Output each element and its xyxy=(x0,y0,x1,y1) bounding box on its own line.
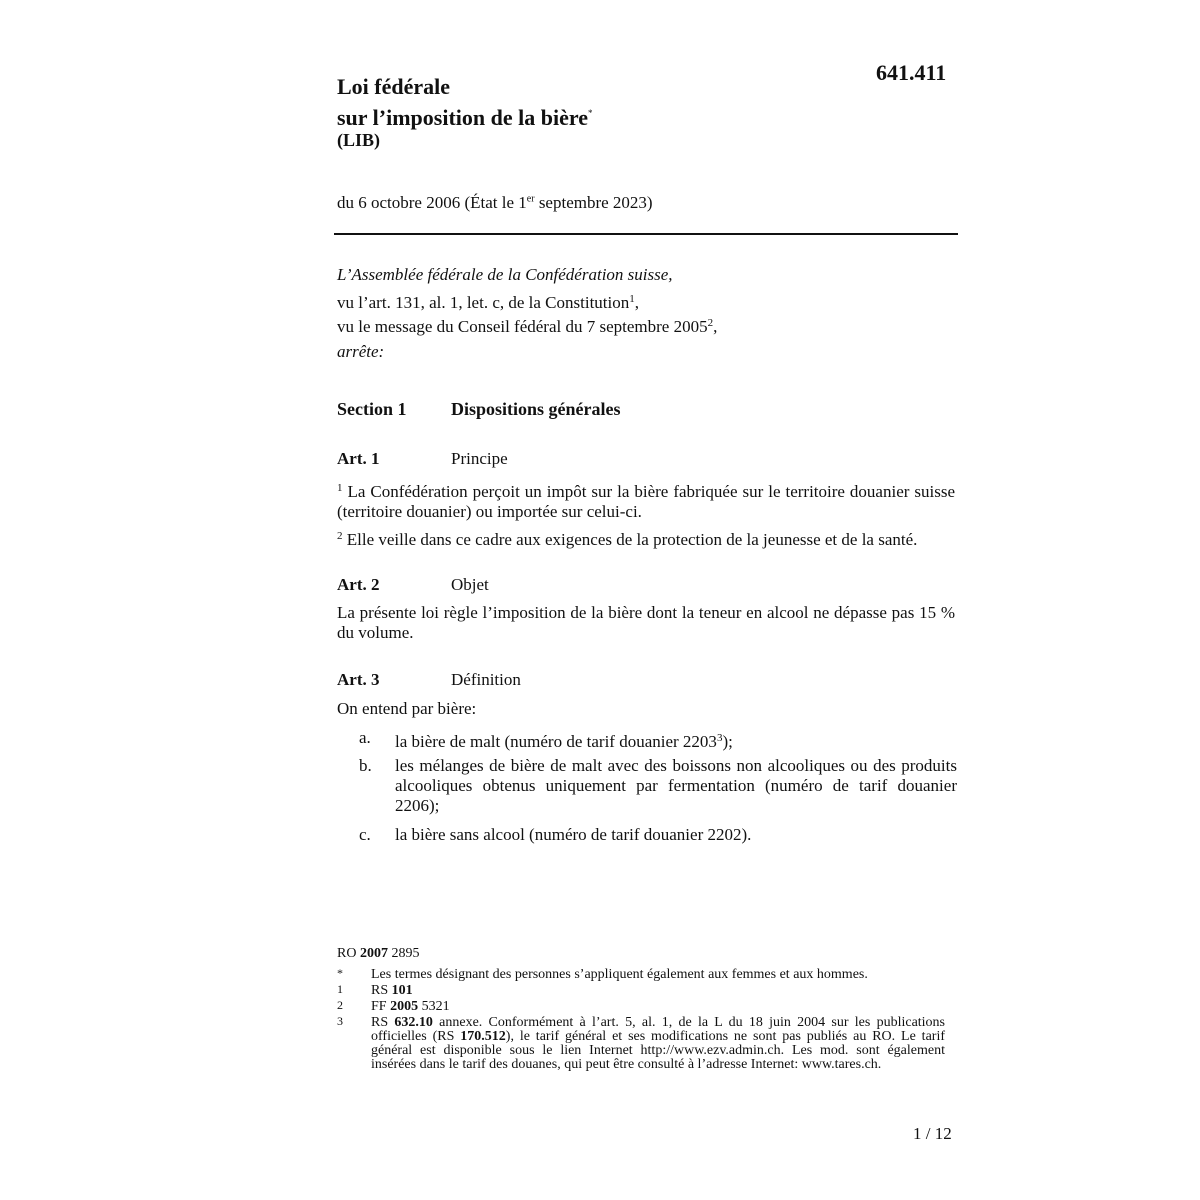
preamble-constitution-text: vu l’art. 131, al. 1, let. c, de la Constitution xyxy=(337,293,630,312)
footnote-2-mark: 2 xyxy=(337,998,343,1012)
footnote-3-bold: 632.10 xyxy=(394,1015,433,1030)
art-1-al-2-text: Elle veille dans ce cadre aux exigences de la protection de la jeunesse et de la santé. xyxy=(342,530,918,549)
preamble-message xyxy=(337,313,957,337)
footnote-1-mark: 1 xyxy=(337,982,343,996)
ro-year: 2007 xyxy=(359,946,388,961)
art-3-item-b-letter: b. xyxy=(359,756,372,775)
art-3-item-c: la bière sans alcool (numéro de tarif douanier 2202). xyxy=(395,825,752,844)
footnote-star-text: Les termes désignant des personnes s’appliquent également aux femmes et aux hommes. xyxy=(371,967,868,982)
preamble-constitution-end: , xyxy=(634,293,640,312)
art-3-number: Art. 3 xyxy=(337,670,380,689)
art-1-paragraph-1 xyxy=(337,478,955,522)
footnote-ref-1[interactable]: 1 xyxy=(629,293,635,305)
preamble-message-text: vu le message du Conseil fédéral du 7 septembre 2005 xyxy=(337,317,708,336)
law-title xyxy=(337,74,592,131)
date-suffix: septembre 2023) xyxy=(534,193,653,212)
art-1-heading xyxy=(337,449,508,469)
footnote-ref-2[interactable]: 2 xyxy=(707,317,714,329)
art-1-title: Principe xyxy=(451,449,508,468)
footnote-1-bold: 101 xyxy=(391,983,413,998)
footnote-3-pre: RS xyxy=(371,1015,395,1030)
footnote-2-post: 5321 xyxy=(418,999,450,1014)
art-3-item-a xyxy=(395,728,957,752)
footnote-3-post-2: ), le tarif général et ses modifications ne sont pas publiés au RO. Le tarif général est disponible sous le lien Internet http://www.ezv.admin.ch. Les mod. sont également insérées dans le tarif des douanes, qui peut être consulté à l’adresse Internet: www.tares.ch. xyxy=(371,1029,945,1072)
title-footnote-star[interactable]: * xyxy=(587,108,593,118)
art-3-item-c-letter: c. xyxy=(359,825,371,844)
ro-prefix: RO xyxy=(337,946,360,961)
preamble xyxy=(337,264,957,362)
footnote-1-text xyxy=(371,984,945,998)
footnote-2-pre: FF xyxy=(371,999,391,1014)
art-1-number: Art. 1 xyxy=(337,449,380,468)
preamble-assembly: L’Assemblée fédérale de la Confédération suisse, xyxy=(337,265,673,284)
rs-number: 641.411 xyxy=(876,60,947,85)
art-2-number: Art. 2 xyxy=(337,575,380,594)
art-3-item-b: les mélanges de bière de malt avec des boissons non alcooliques ou des produits alcooliques obtenus uniquement par fermentation (numéro de tarif douanier 2206); xyxy=(395,756,957,815)
date-line xyxy=(337,193,653,213)
footnote-3-bold-2: 170.512 xyxy=(460,1029,506,1044)
preamble-constitution xyxy=(337,289,957,313)
law-abbreviation: (LIB) xyxy=(337,130,381,150)
date-prefix: du 6 octobre 2006 (État le 1 xyxy=(337,193,527,212)
title-line-2 xyxy=(337,100,592,131)
preamble-decree: arrête: xyxy=(337,342,385,361)
header-divider xyxy=(334,233,958,235)
footnote-3-mark: 3 xyxy=(337,1014,343,1028)
page-number: 1 / 12 xyxy=(913,1124,952,1143)
section-title: Dispositions générales xyxy=(451,399,621,419)
preamble-message-end: , xyxy=(713,317,718,336)
art-3-item-a-letter: a. xyxy=(359,728,371,747)
art-1-al-2-number: 2 xyxy=(337,530,343,542)
art-1-al-1-text: La Confédération perçoit un impôt sur la bière fabriquée sur le territoire douanier suisse (territoire douanier) ou importée sur celui-ci. xyxy=(337,482,955,521)
art-3-item-a-end: ); xyxy=(722,732,733,751)
art-3-heading xyxy=(337,670,521,690)
art-2-heading xyxy=(337,575,489,595)
art-3-title: Définition xyxy=(451,670,521,689)
art-2-title: Objet xyxy=(451,575,489,594)
footnote-2-bold: 2005 xyxy=(390,999,419,1014)
ro-reference xyxy=(337,946,419,962)
footnote-ref-3[interactable]: 3 xyxy=(716,732,723,744)
footnote-3-post: annexe. Conformément à l’art. 5, al. 1, de la L du 18 juin 2004 sur les publications officielles (RS xyxy=(371,1015,946,1044)
date-sup: er xyxy=(526,193,535,205)
art-1-al-1-number: 1 xyxy=(337,482,343,494)
footnote-1-pre: RS xyxy=(371,983,392,998)
art-1-paragraph-2 xyxy=(337,526,955,550)
footnote-3-text xyxy=(371,1016,945,1072)
art-3-item-a-text: la bière de malt (numéro de tarif douanier 2203 xyxy=(395,732,717,751)
section-label: Section 1 xyxy=(337,399,407,419)
footnote-star-mark: * xyxy=(337,966,343,980)
art-2-paragraph: La présente loi règle l’imposition de la bière dont la teneur en alcool ne dépasse pas 15 % du volume. xyxy=(337,603,955,642)
art-3-intro: On entend par bière: xyxy=(337,699,477,718)
footnote-2-text xyxy=(371,1000,945,1014)
section-1-heading xyxy=(337,399,621,420)
title-line-2-text: sur l’imposition de la bière xyxy=(337,105,588,130)
ro-page: 2895 xyxy=(387,946,420,961)
title-line-1: Loi fédérale xyxy=(337,74,451,99)
